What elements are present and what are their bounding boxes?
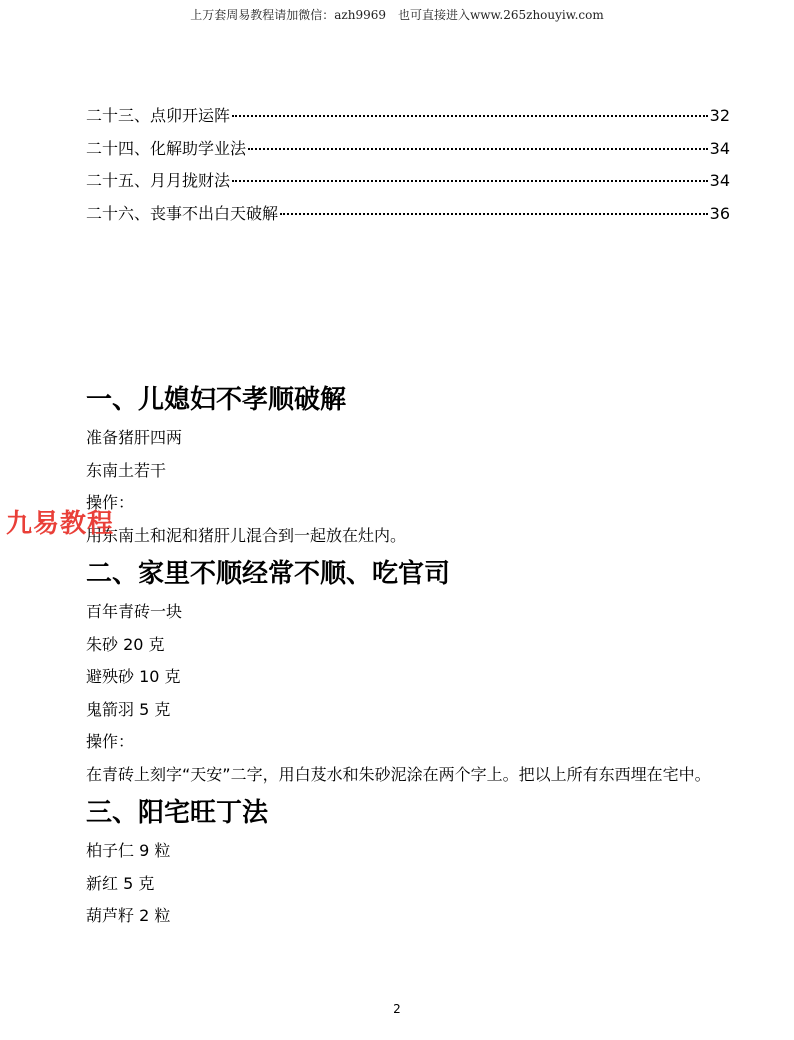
- ingredient-line: 鬼箭羽 5 克: [86, 699, 171, 719]
- toc-entry-page: 34: [709, 171, 730, 190]
- toc-entry-title: 二十五、月月拢财法: [86, 171, 231, 190]
- section-house-prosperity: [86, 791, 730, 933]
- toc-entry-title: 二十四、化解助学业法: [86, 138, 247, 158]
- ingredient-line: 避殃砂 10 克: [86, 667, 181, 686]
- ingredient-line: 柏子仁 9 粒: [86, 841, 171, 860]
- toc-entry[interactable]: [86, 102, 730, 135]
- toc-dot-leader: [248, 148, 708, 150]
- toc-entry-page: 34: [709, 138, 730, 158]
- toc-entry[interactable]: [86, 167, 730, 200]
- section-daughter-in-law: [86, 378, 730, 552]
- toc-dot-leader: [232, 115, 708, 117]
- instruction-text: 在青砖上刻字“天安”二字，用白芨水和朱砂泥涂在两个字上。把以上所有东西埋在宅中。: [86, 764, 711, 784]
- section-household-misfortune: [86, 552, 730, 791]
- toc-entry-page: 32: [709, 106, 730, 125]
- operation-label: 操作：: [86, 493, 135, 512]
- ingredient-line: 朱砂 20 克: [86, 634, 165, 654]
- document-body: [86, 378, 730, 933]
- toc-entry[interactable]: [86, 135, 730, 168]
- page-number: 2: [393, 1002, 401, 1016]
- section-heading: 三、阳宅旺丁法: [86, 798, 269, 828]
- ingredient-line: 东南土若干: [86, 460, 167, 480]
- ingredient-line: 新红 5 克: [86, 873, 155, 893]
- table-of-contents: [86, 102, 730, 232]
- ingredient-line: 百年青砖一块: [86, 602, 183, 621]
- operation-label: 操作：: [86, 732, 135, 751]
- section-heading: 二、家里不顺经常不顺、吃官司: [86, 559, 451, 589]
- toc-dot-leader: [232, 180, 708, 182]
- toc-entry-title: 二十三、点卯开运阵: [86, 106, 231, 125]
- watermark-logo: 九易教程: [6, 509, 115, 539]
- toc-entry-page: 36: [709, 203, 730, 223]
- toc-entry[interactable]: [86, 200, 730, 233]
- header-banner: 上万套周易教程请加微信：azh9969 也可直接进入www.265zhouyiw.com: [190, 8, 604, 22]
- instruction-text: 用东南土和泥和猪肝儿混合到一起放在灶内。: [86, 525, 407, 545]
- ingredient-line: 准备猪肝四两: [86, 428, 183, 447]
- toc-dot-leader: [280, 213, 708, 215]
- ingredient-line: 葫芦籽 2 粒: [86, 906, 171, 925]
- toc-entry-title: 二十六、丧事不出白天破解: [86, 203, 279, 223]
- section-heading: 一、儿媳妇不孝顺破解: [86, 385, 347, 415]
